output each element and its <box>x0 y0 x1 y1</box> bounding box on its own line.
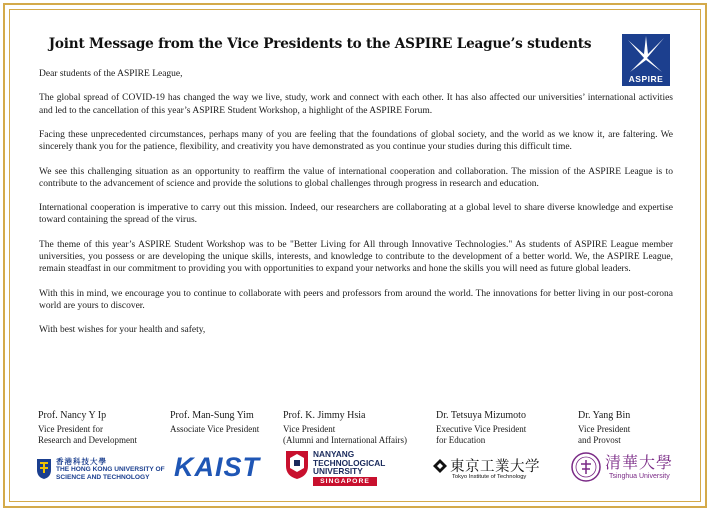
ntu-crest-icon <box>285 450 309 480</box>
closing: With best wishes for your health and safety, <box>39 325 206 336</box>
letter-body <box>39 68 673 349</box>
signatory-name: Prof. Nancy Y Ip <box>38 410 107 421</box>
hkust-name-line1: THE HONG KONG UNIVERSITY OF <box>56 466 165 473</box>
ntu-logo <box>285 450 395 492</box>
paragraph-4: International cooperation is imperative to carry out this mission. Indeed, our researchers are collaborating at a global level to share diverse knowledge and expertise toward containing the spread of the virus. <box>39 203 673 226</box>
tsinghua-logo <box>571 450 691 492</box>
signatory-ntu <box>283 410 428 445</box>
paragraph-6: With this in mind, we encourage you to continue to collaborate with peers and professors from around the world. The innovations for better living in our post-corona world are yours to discover. <box>39 288 673 311</box>
hkust-logo <box>36 450 166 492</box>
signatory-name: Prof. K. Jimmy Hsia <box>283 410 366 421</box>
paragraph-1: The global spread of COVID-19 has changed the way we live, study, work and connect with each other. It has also affected our universities’ international activities and led to the cancellation of this year’s ASPIRE Student Workshop, a highlight of the ASPIRE Forum. <box>39 93 673 116</box>
signatory-tsinghua <box>578 410 688 445</box>
signatory-name: Prof. Man-Sung Yim <box>170 410 254 421</box>
hkust-chinese-name: 香港科技大學 <box>56 457 107 466</box>
signatory-name: Dr. Tetsuya Mizumoto <box>436 410 526 421</box>
signatory-title-line1: Executive Vice President <box>436 424 527 434</box>
hkust-crest-icon <box>36 458 52 480</box>
signatory-title-line1: Vice President for <box>38 424 103 434</box>
hkust-name-line2: SCIENCE AND TECHNOLOGY <box>56 474 150 481</box>
salutation: Dear students of the ASPIRE League, <box>39 69 183 79</box>
paragraph-2: Facing these unprecedented circumstances, perhaps many of you are feeling that the foundations of global society, and the world as we know it, are faltering. We sincerely thank you for the patience, flexibility, and creativity you have demonstrated as you continue your studies during this difficult time. <box>39 129 673 153</box>
tokyo-tech-japanese-name: 東京工業大学 <box>450 459 540 475</box>
signatory-kaist <box>170 410 290 435</box>
ntu-name-line2: TECHNOLOGICAL <box>313 457 386 468</box>
tokyo-tech-logo <box>433 450 553 492</box>
tsinghua-english-name: Tsinghua University <box>609 473 670 480</box>
aspire-logo-label: ASPIRE <box>628 74 664 84</box>
tokyo-tech-emblem-icon <box>433 459 447 473</box>
page-title: Joint Message from the Vice Presidents to the ASPIRE League’s students <box>48 36 592 52</box>
kaist-wordmark: KAIST <box>174 452 260 482</box>
tsinghua-chinese-name: 清華大學 <box>605 453 674 472</box>
signatory-title-line2: and Provost <box>578 434 621 445</box>
signatory-tokyo-tech <box>436 410 566 445</box>
signatory-title-line2: (Alumni and International Affairs) <box>283 434 408 445</box>
signatory-title-line1: Vice President <box>283 424 336 434</box>
signatory-title-line1: Associate Vice President <box>170 424 260 434</box>
paragraph-5: The theme of this year’s ASPIRE Student Workshop was to be "Better Living for All through Innovative Technologies." As students of ASPIRE League member universities, you possess or are developing the unique skills, interests, and knowledge to contribute to the development of a better world. We, the ASPIRE League, remain steadfast in our commitment to providing you with opportunities to expand your networks and hone the skills you will need as future global leaders. <box>39 239 673 275</box>
kaist-logo <box>172 450 267 492</box>
signatory-title-line2: for Education <box>436 434 486 445</box>
tsinghua-seal-icon <box>571 452 601 482</box>
signatory-hkust <box>38 410 168 445</box>
ntu-name-line3: UNIVERSITY <box>313 466 363 477</box>
ntu-singapore-badge: SINGAPORE <box>313 477 377 486</box>
ntu-name-line1: NANYANG <box>313 449 355 459</box>
paragraph-3: We see this challenging situation as an opportunity to reaffirm the value of international cooperation and collaboration. The mission of the ASPIRE League is to contribute to the advancement of science and provide the solutions to global challenges through progress in research and education. <box>39 166 673 189</box>
signatory-title-line2: Research and Development <box>38 434 137 445</box>
signatory-title-line1: Vice President <box>578 424 631 434</box>
signatory-name: Dr. Yang Bin <box>578 410 631 421</box>
tokyo-tech-english-name: Tokyo Institute of Technology <box>452 474 527 480</box>
